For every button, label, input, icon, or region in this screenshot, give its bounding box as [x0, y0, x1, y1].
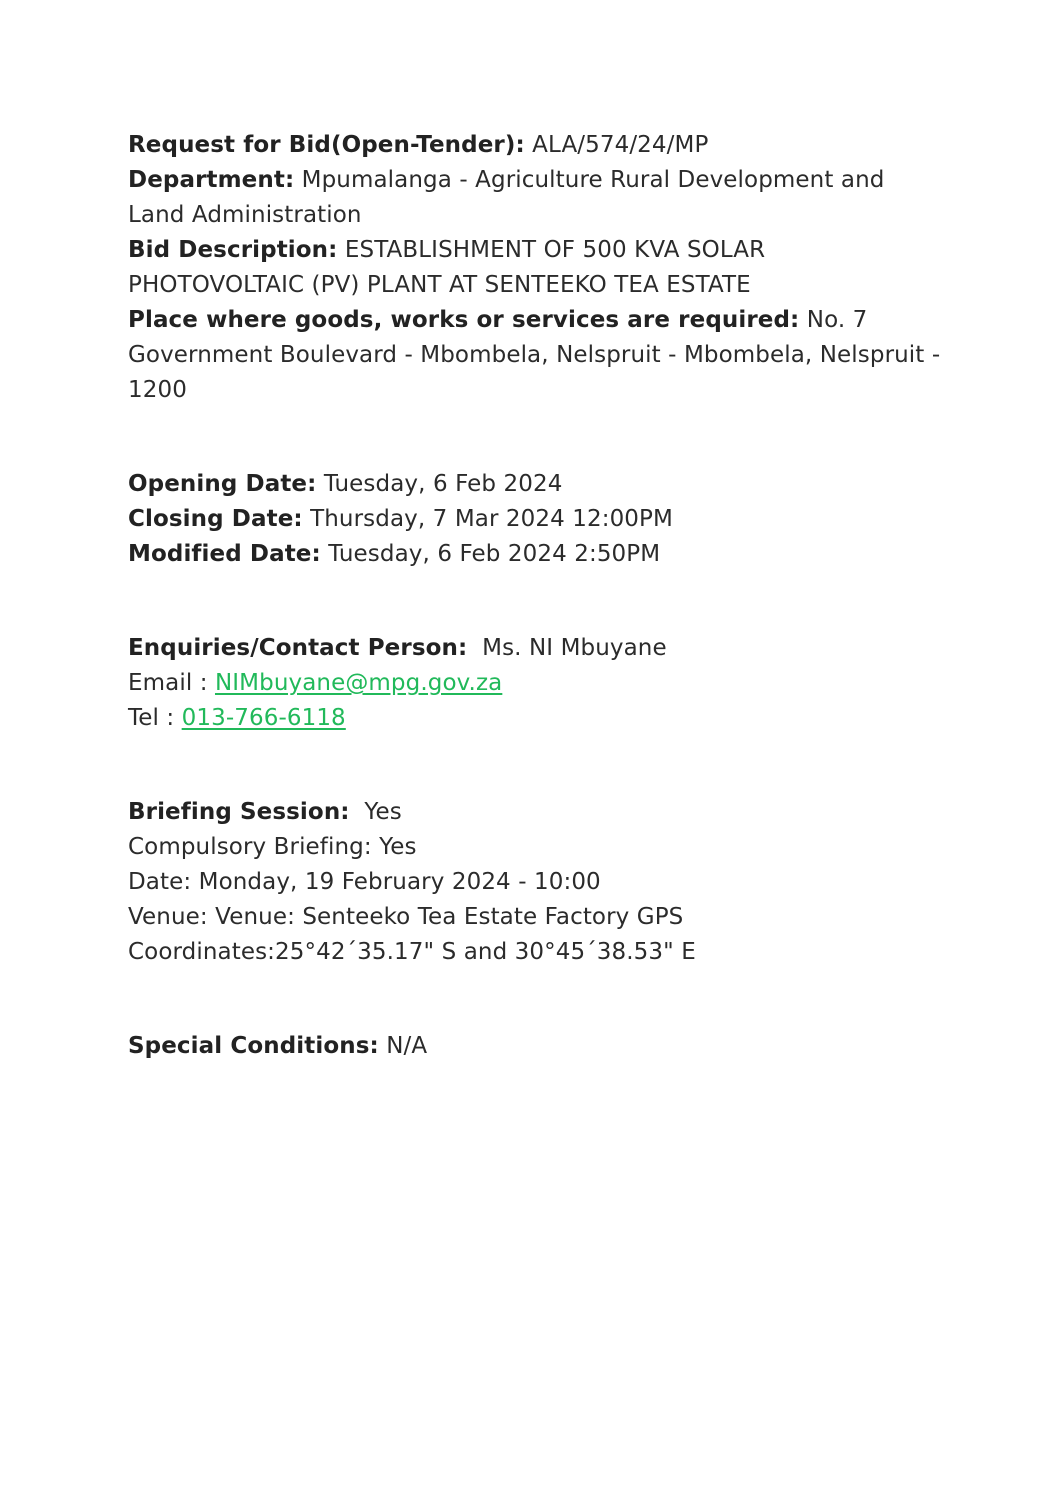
modified-date-line — [128, 537, 948, 572]
bid-description-label: Bid Description: — [128, 237, 338, 263]
briefing-date-line: Date: Monday, 19 February 2024 - 10:00 — [128, 869, 601, 895]
briefing-session-value: Yes — [349, 799, 402, 825]
tender-details-section — [128, 128, 948, 408]
briefing-venue-line: Venue: Venue: Senteeko Tea Estate Factory GPS Coordinates:25°42´35.17" S and 30°45´38.53" E — [128, 904, 696, 965]
opening-date-value: Tuesday, 6 Feb 2024 — [316, 471, 563, 497]
email-link[interactable]: NIMbuyane@mpg.gov.za — [214, 670, 503, 696]
compulsory-briefing-line: Compulsory Briefing: Yes — [128, 834, 417, 860]
tel-label: Tel : — [128, 705, 182, 731]
department-value: Mpumalanga - Agriculture Rural Development and Land Administration — [128, 167, 885, 228]
briefing-session-label: Briefing Session: — [128, 799, 350, 825]
department-line — [128, 163, 948, 233]
contact-person-label: Enquiries/Contact Person: — [128, 635, 468, 661]
place-value: No. 7 Government Boulevard - Mbombela, Nelspruit - Mbombela, Nelspruit - 1200 — [128, 307, 941, 403]
request-label: Request for Bid(Open-Tender): — [128, 132, 525, 158]
opening-date-line — [128, 467, 948, 502]
contact-person-value: Ms. NI Mbuyane — [467, 635, 667, 661]
opening-date-label: Opening Date: — [128, 471, 317, 497]
email-label: Email : — [128, 670, 215, 696]
place-line — [128, 303, 948, 408]
email-line — [128, 666, 948, 701]
contact-section — [128, 631, 948, 736]
briefing-session-line — [128, 795, 948, 830]
briefing-section — [128, 795, 948, 970]
closing-date-line — [128, 502, 948, 537]
special-conditions-label: Special Conditions: — [128, 1033, 379, 1059]
dates-section — [128, 467, 948, 572]
request-value: ALA/574/24/MP — [524, 132, 709, 158]
request-line — [128, 128, 948, 163]
closing-date-value: Thursday, 7 Mar 2024 12:00PM — [302, 506, 673, 532]
special-conditions-section — [128, 1029, 948, 1064]
special-conditions-line — [128, 1029, 948, 1064]
tender-document — [128, 128, 948, 1064]
contact-person-line — [128, 631, 948, 666]
modified-date-value: Tuesday, 6 Feb 2024 2:50PM — [320, 541, 661, 567]
special-conditions-value: N/A — [378, 1033, 428, 1059]
place-label: Place where goods, works or services are required: — [128, 307, 800, 333]
department-label: Department: — [128, 167, 295, 193]
bid-description-value: ESTABLISHMENT OF 500 KVA SOLAR PHOTOVOLTAIC (PV) PLANT AT SENTEEKO TEA ESTATE — [128, 237, 766, 298]
tel-link[interactable]: 013-766-6118 — [181, 705, 346, 731]
bid-description-line — [128, 233, 948, 303]
closing-date-label: Closing Date: — [128, 506, 303, 532]
modified-date-label: Modified Date: — [128, 541, 321, 567]
tel-line — [128, 701, 948, 736]
